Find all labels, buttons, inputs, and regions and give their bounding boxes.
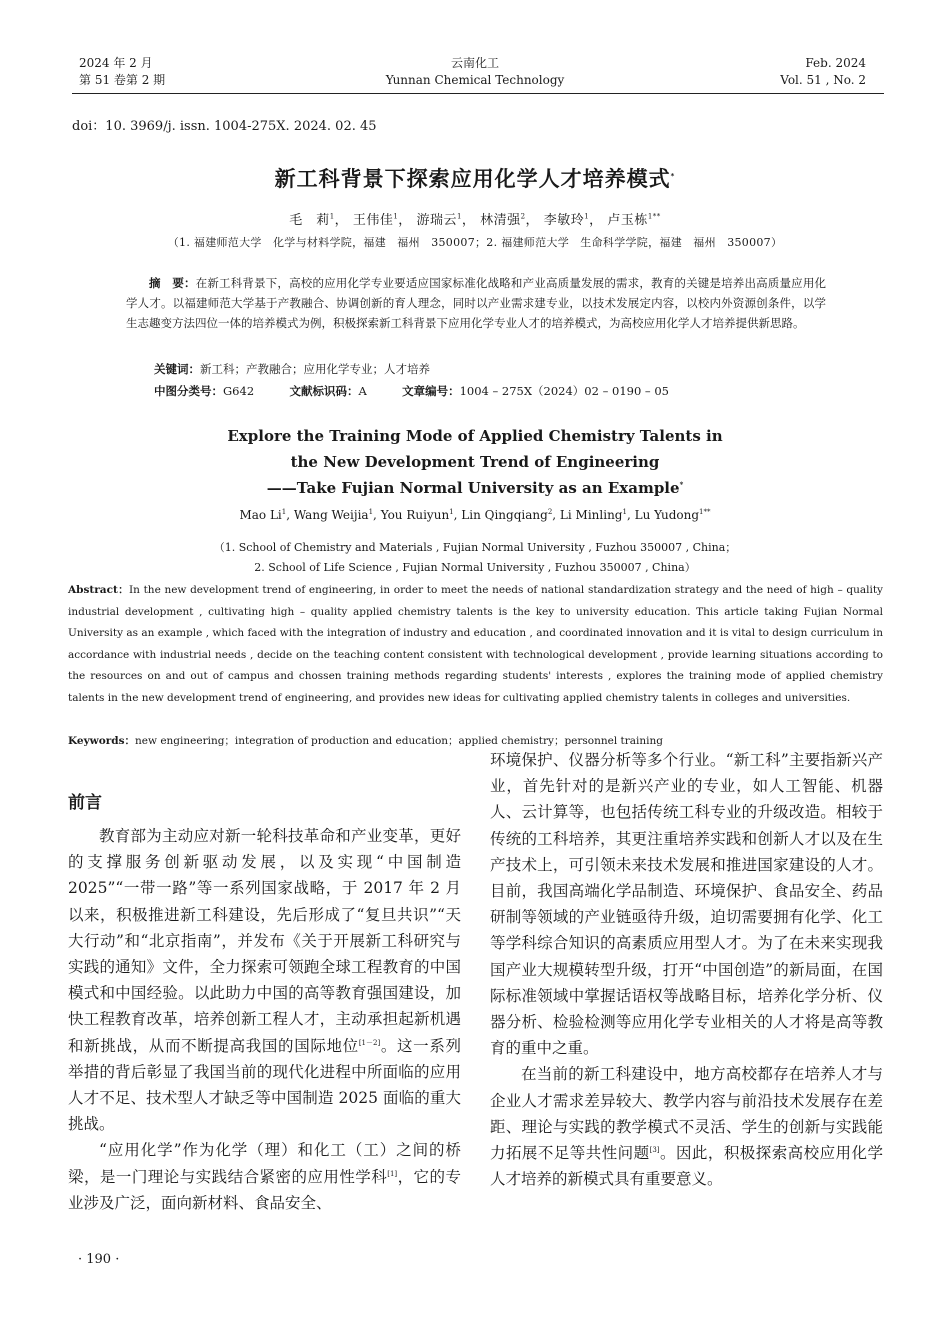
author: 毛 莉 <box>289 213 330 228</box>
header-right <box>780 55 866 89</box>
page-number: · 190 · <box>78 1252 120 1267</box>
keywords-en <box>68 733 663 748</box>
keywords-en-label: Keywords： <box>68 735 136 747</box>
body-paragraph <box>490 1061 883 1192</box>
author-en: Li Minling <box>559 508 623 522</box>
author-affil-mark: 1 <box>329 212 335 221</box>
author-en: Lu Yudong <box>634 508 700 522</box>
author-en: Wang Weijia <box>293 508 369 522</box>
citation: [1] <box>387 1169 398 1178</box>
english-affiliation-2: 2. School of Life Science , Fujian Normal University , Fuzhou 350007 , China） <box>254 561 696 574</box>
abstract-en-label: Abstract： <box>68 584 129 596</box>
english-subtitle <box>0 475 950 501</box>
header-volume-en: Vol. 51 , No. 2 <box>780 73 866 87</box>
body-text: 在当前的新工科建设中，地方高校都存在培养人才与企业人才需求差异较大、教学内容与前沿技术发展存在差距、理论与实践的教学模式不灵活、学生的创新与实践能力拓展不足等共性问题 <box>490 1065 883 1163</box>
author-list: 毛 莉$^1$， 王伟佳$^1$， 游瑞云$^1$， 林清强$^2$， 李敏玲$^1$， 卢玉栋$^{1**}$ <box>289 212 661 228</box>
citation: [3] <box>649 1145 660 1154</box>
body-column-left <box>68 823 461 1216</box>
body-paragraph <box>68 1137 461 1216</box>
author-affil-mark: 1 <box>456 212 462 221</box>
section-heading: 前言 <box>68 793 102 813</box>
author-en-mark: 1 <box>622 508 627 516</box>
journal-name-cn: 云南化工 <box>450 56 499 70</box>
abstract-text: 在新工科背景下，高校的应用化学专业要适应国家标准化战略和产业高质量发展的需求，教育的关键是培养出高质量应用化学人才。以福建师范大学基于产教融合、协调创新的育人理念，同时以产业需求建专业，以技术发展定内容，以校内外资源创条件，以学生志趣变方法四位一体的培养模式为例，积极探索新工科背景下应用化学专业人才的培养模式，为高校应用化学人才培养提供新思路。 <box>126 276 826 330</box>
paper-title-text: 新工科背景下探索应用化学人才培养模式 <box>274 167 671 191</box>
author-affil-mark: 2 <box>520 212 526 221</box>
doc-code-label: 文献标识码： <box>289 384 359 398</box>
body-text: 环境保护、仪器分析等多个行业。“新工科”主要指新兴产业，首先针对的是新兴产业的专业，如人工智能、机器人、云计算等，也包括传统工科专业的升级改造。相较于传统的工科培养，其更注重培养实践和创新人才以及在生产技术上，可引领未来技术发展和推进国家建设的人才。目前，我国高端化学品制造、环境保护、食品安全、药品研制等领域的产业链亟待升级，迫切需要拥有化学、化工等学科综合知识的高素质应用型人才。为了在未来实现我国产业大规模转型升级，打开“中国创造”的新局面，在国际标准领域中掌握话语权等战略目标，培养化学分析、仪器分析、检验检测等应用化学专业相关的人才将是高等教育的重中之重。 <box>490 751 883 1058</box>
english-title-footnote-mark: * <box>679 480 684 489</box>
author-en-mark: 2 <box>547 508 553 516</box>
citation: [1－2] <box>358 1038 381 1047</box>
english-title-line: Explore the Training Mode of Applied Chemistry Talents in <box>227 427 723 445</box>
paper-title <box>0 163 950 193</box>
body-paragraph <box>490 747 883 1061</box>
english-title <box>0 423 950 501</box>
body-text: 教育部为主动应对新一轮科技革命和产业变革，更好的支撑服务创新驱动发展，以及实现“中国制造 2025”“一带一路”等一系列国家战略，于 2017 年 2 月以来，积极推进新工科建设，先后形成了“复旦共识”“天大行动”和“北京指南”，并发布《关于开展新工科研究与实践的通知》文件，全力探索可领跑全球工程教育的中国模式和中国经验。以此助力中国的高等教育强国建设，加快工程教育改革，培养创新工程人才，主动承担起新机遇和新挑战，从而不断提高我国的国际地位 <box>68 827 461 1055</box>
clc-value: G642 <box>223 384 255 398</box>
author-affil-mark: 1 <box>393 212 399 221</box>
body-text: ，它的专业涉及广泛，面向新材料、食品安全、 <box>68 1167 461 1212</box>
author: 林清强 <box>480 213 521 228</box>
doc-code-value: A <box>358 384 367 398</box>
body-text: 。因此，积极探索高校应用化学人才培养的新模式具有重要意义。 <box>490 1144 883 1189</box>
article-no-label: 文章编号： <box>402 384 460 398</box>
doi: doi：10. 3969/j. issn. 1004-275X. 2024. 02. 45 <box>72 119 377 134</box>
body-text: 。这一系列举措的背后彰显了我国当前的现代化进程中所面临的应用人才不足、技术型人才缺乏等中国制造 2025 面临的重大挑战。 <box>68 1036 461 1134</box>
body-paragraph <box>68 823 461 1137</box>
author: 游瑞云 <box>416 213 457 228</box>
header-date-en: Feb. 2024 <box>805 56 866 70</box>
clc-label: 中图分类号： <box>154 384 223 398</box>
header-rule <box>72 93 884 94</box>
header-date-cn: 2024 年 2 月 <box>79 56 153 70</box>
author-en-mark: 1** <box>699 508 711 516</box>
body-column-right <box>490 747 883 1192</box>
keywords-en-text: new engineering；integration of production and education；applied chemistry；personnel training <box>135 735 664 747</box>
keywords-text: 新工科；产教融合；应用化学专业；人才培养 <box>200 362 430 376</box>
affiliation: （1. 福建师范大学 化学与材料学院，福建 福州 350007；2. 福建师范大学 生命科学学院，福建 福州 350007） <box>167 236 783 249</box>
journal-name-en: Yunnan Chemical Technology <box>385 73 565 87</box>
author-affil-mark: 1 <box>584 212 590 221</box>
author-en-mark: 1 <box>449 508 454 516</box>
author-en: Lin Qingqiang <box>461 508 548 522</box>
title-footnote-mark: * <box>670 172 676 180</box>
english-title-line: the New Development Trend of Engineering <box>290 453 660 471</box>
author: 卢玉栋 <box>607 213 648 228</box>
author-en-mark: 1 <box>368 508 374 516</box>
author-en: You Ruiyun <box>380 508 450 522</box>
abstract-cn <box>126 273 826 333</box>
author-en: Mao Li <box>239 508 282 522</box>
classification-line <box>154 383 669 399</box>
article-no-value: 1004 – 275X（2024）02 – 0190 – 05 <box>459 384 669 398</box>
header-volume-cn: 第 51 卷第 2 期 <box>79 73 166 87</box>
english-author-list: Mao Li$^1$, Wang Weijia$^1$, You Ruiyun$^1$, Lin Qingqiang$^2$, Li Minling$^1$, Lu Yudong$^{1**}$ <box>239 508 711 522</box>
abstract-label: 摘 要： <box>149 276 196 290</box>
abstract-en <box>68 580 883 709</box>
author-affil-mark: 1** <box>647 212 661 221</box>
author: 王伟佳 <box>352 213 394 228</box>
author-en-mark: 1 <box>281 508 287 516</box>
keywords-label: 关键词： <box>154 362 200 376</box>
english-subtitle-text: ——Take Fujian Normal University as an Example <box>266 479 680 497</box>
english-affiliation-1: （1. School of Chemistry and Materials , Fujian Normal University , Fuzhou 350007 , China； <box>213 541 737 554</box>
abstract-en-text: In the new development trend of engineering, in order to meet the needs of national standardization strategy and the need of high – quality industrial development , cultivating high – quality applied chemistry talents is the key to university education. This article taking Fujian Normal University as an example , which faced with the integration of industry and education , and coordinated innovation and it is vital to design curriculum in accordance with industrial needs , decide on the teaching content consistent with technological development , provide learning situations according to the resources on and out of campus and chossen training methods regarding students' interests , explores the training mode of applied chemistry talents in the new development trend of engineering, and provides new ideas for cultivating applied chemistry talents in colleges and universities. <box>68 584 883 704</box>
author: 李敏玲 <box>543 213 585 228</box>
keywords-cn <box>154 361 430 377</box>
body-text: “应用化学”作为化学（理）和化工（工）之间的桥梁，是一门理论与实践结合紧密的应用性学科 <box>68 1141 461 1186</box>
